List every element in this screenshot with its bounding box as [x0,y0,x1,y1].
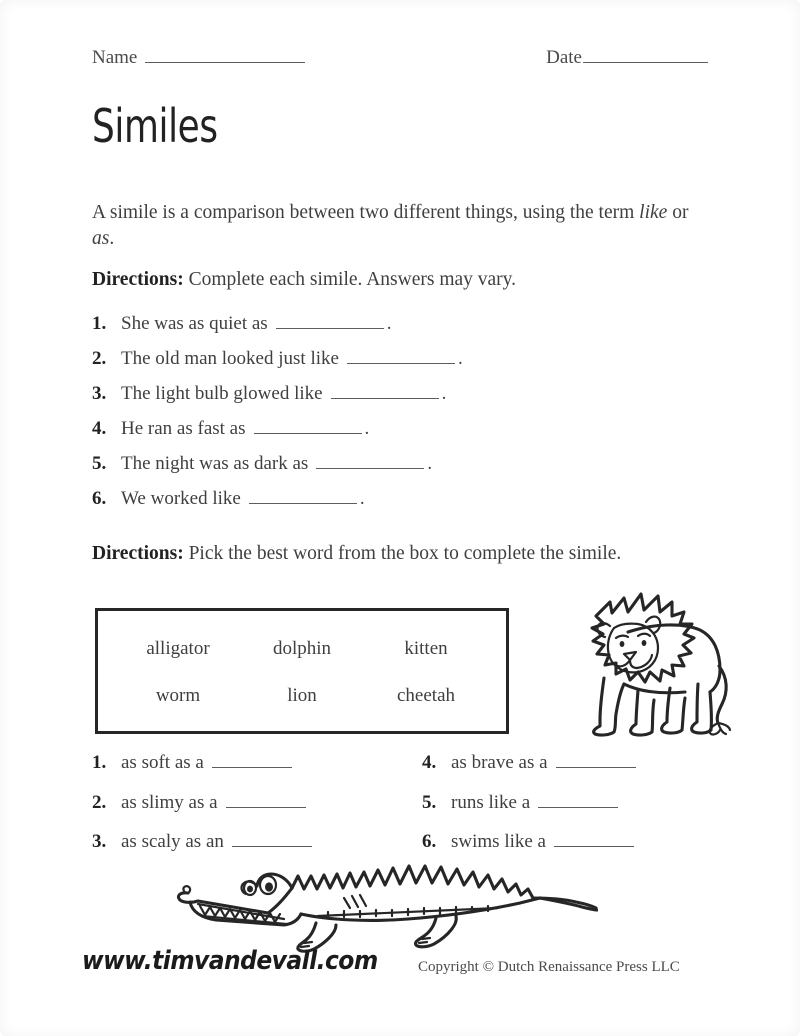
item-number: 4. [92,418,107,440]
name-label: Name [92,47,138,69]
list-item [422,829,712,853]
answer-blank[interactable] [226,789,306,807]
word-bank-item[interactable]: worm [155,684,201,706]
item-text: as soft as a [121,752,204,774]
date-label: Date [546,47,582,69]
intro-text-after: . [109,228,115,249]
item-period: . [364,418,370,440]
item-number: 5. [92,453,107,475]
item-number: 3. [92,831,107,853]
word-bank-box [95,608,509,734]
intro-paragraph [92,200,692,252]
answer-blank[interactable] [556,750,636,768]
answer-blank[interactable] [212,750,292,768]
item-text: The old man looked just like [121,348,339,370]
directions-2-label: Directions: [92,543,184,564]
item-text: He ran as fast as [121,418,246,440]
answer-blank[interactable] [331,381,439,399]
answer-blank[interactable] [538,789,618,807]
item-text: as slimy as a [121,791,218,813]
date-blank-line[interactable] [583,44,708,63]
intro-italic-as: as [92,228,110,249]
answer-blank[interactable] [249,486,357,504]
intro-italic-like: like [639,202,668,223]
word-bank-item[interactable]: dolphin [272,637,332,659]
intro-text-middle: or [667,202,689,223]
directions-1 [92,269,516,291]
list-item [92,451,712,475]
answer-blank[interactable] [276,311,384,329]
answer-blank[interactable] [232,829,312,847]
item-text: The night was as dark as [121,453,309,475]
lion-illustration [542,580,742,740]
item-number: 1. [92,313,107,335]
item-period: . [359,488,365,510]
answer-blank[interactable] [254,416,362,434]
word-bank-item[interactable]: kitten [404,637,448,659]
item-text: We worked like [121,488,241,510]
list-item [92,829,422,853]
item-period: . [441,383,447,405]
directions-1-label: Directions: [92,269,184,290]
list-item [422,789,712,813]
name-field [92,44,305,69]
item-text: swims like a [451,831,546,853]
word-bank-item[interactable]: cheetah [396,684,455,706]
page-title: Similes [92,99,218,153]
worksheet-header [92,44,708,72]
list-item [92,789,422,813]
copyright-notice: Copyright © Dutch Renaissance Press LLC [418,959,680,975]
word-bank-item[interactable]: alligator [146,637,210,659]
intro-text-before: A simile is a comparison between two different things, using the term [92,202,640,223]
item-number: 2. [92,348,107,370]
list-item [92,416,712,440]
item-text: runs like a [451,791,531,813]
item-number: 5. [422,791,437,813]
item-number: 4. [422,752,437,774]
word-bank-grid [98,611,506,731]
list-item [92,346,712,370]
list-item [92,750,422,774]
answer-blank[interactable] [347,346,455,364]
website-url[interactable]: www.timvandevall.com [82,946,378,976]
name-blank-line[interactable] [145,44,305,63]
list-item [92,311,712,335]
item-text: as scaly as an [121,831,224,853]
item-number: 2. [92,791,107,813]
item-number: 6. [92,488,107,510]
answer-blank[interactable] [316,451,424,469]
item-text: She was as quiet as [121,313,268,335]
item-text: as brave as a [451,752,548,774]
item-period: . [427,453,433,475]
list-item [92,486,712,510]
similes-list-1 [92,311,712,521]
item-number: 6. [422,831,437,853]
list-item [92,381,712,405]
date-field [546,44,708,69]
item-text: The light bulb glowed like [121,383,323,405]
word-bank-item[interactable]: lion [287,684,317,706]
item-number: 1. [92,752,107,774]
directions-1-text: Complete each simile. Answers may vary. [183,269,517,290]
item-period: . [386,313,392,335]
list-item [422,750,712,774]
directions-2-text: Pick the best word from the box to complete the simile. [183,543,622,564]
similes-list-2 [92,750,712,868]
directions-2 [92,543,621,565]
item-number: 3. [92,383,107,405]
answer-blank[interactable] [554,829,634,847]
item-period: . [457,348,463,370]
